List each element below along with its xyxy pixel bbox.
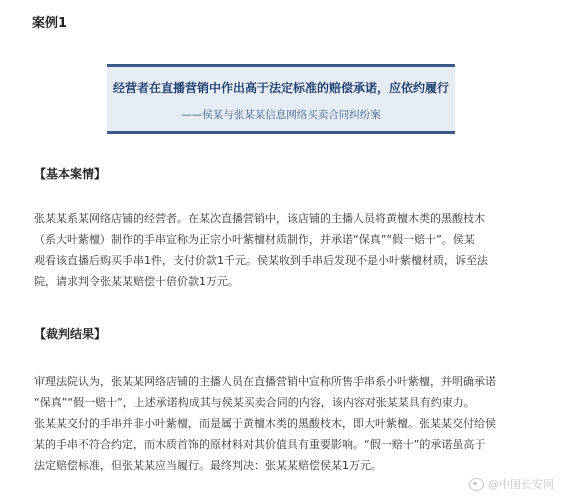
text-line: 院，请求判令张某某赔偿十倍价款1万元。 — [34, 275, 239, 288]
text-line: “保真”“假一赔十”，上述承诺构成其与侯某买卖合同的内容，该内容对张某某具有约束力。 — [34, 396, 475, 409]
banner-subtitle: ——侯某与张某某信息网络买卖合同纠纷案 — [181, 109, 381, 121]
section-heading-basic-facts: 【基本案情】 — [34, 167, 107, 181]
text-line: 某的手串不符合约定，而木质首饰的原材料对其价值具有重要影响。“假一赔十”的承诺虽高于 — [34, 438, 486, 451]
basic-facts-paragraph — [34, 208, 534, 292]
weibo-logo-icon — [469, 478, 484, 491]
watermark — [469, 476, 554, 492]
section-heading-judgment: 【裁判结果】 — [34, 327, 107, 341]
watermark-text: @中国长安网 — [488, 478, 554, 491]
judgment-paragraph — [34, 371, 534, 476]
text-line: （系大叶紫檀）制作的手串宣称为正宗小叶紫檀材质制作，并承诺“保真”“假一赔十”。侯某 — [34, 233, 475, 246]
text-line: 法定赔偿标准，但张某某应当履行。最终判决：张某某赔偿侯某1万元。 — [34, 459, 382, 472]
text-line: 张某某交付的手串并非小叶紫檀，而是属于黄檀木类的黑酸枝木，即大叶紫檀。张某某交付给侯 — [34, 417, 496, 430]
text-line: 张某某系某网络店铺的经营者。在某次直播营销中，该店铺的主播人员将黄檀木类的黑酸枝木 — [34, 212, 485, 225]
case-banner — [107, 64, 455, 134]
banner-title: 经营者在直播营销中作出高于法定标准的赔偿承诺，应依约履行 — [112, 81, 449, 95]
text-line: 观看该直播后购买手串1件，支付价款1千元。侯某收到手串后发现不是小叶紫檀材质，诉至法 — [34, 254, 488, 267]
case-label: 案例1 — [32, 16, 68, 31]
text-line: 审理法院认为，张某某网络店铺的主播人员在直播营销中宣称所售手串系小叶紫檀，并明确承诺 — [34, 375, 496, 388]
